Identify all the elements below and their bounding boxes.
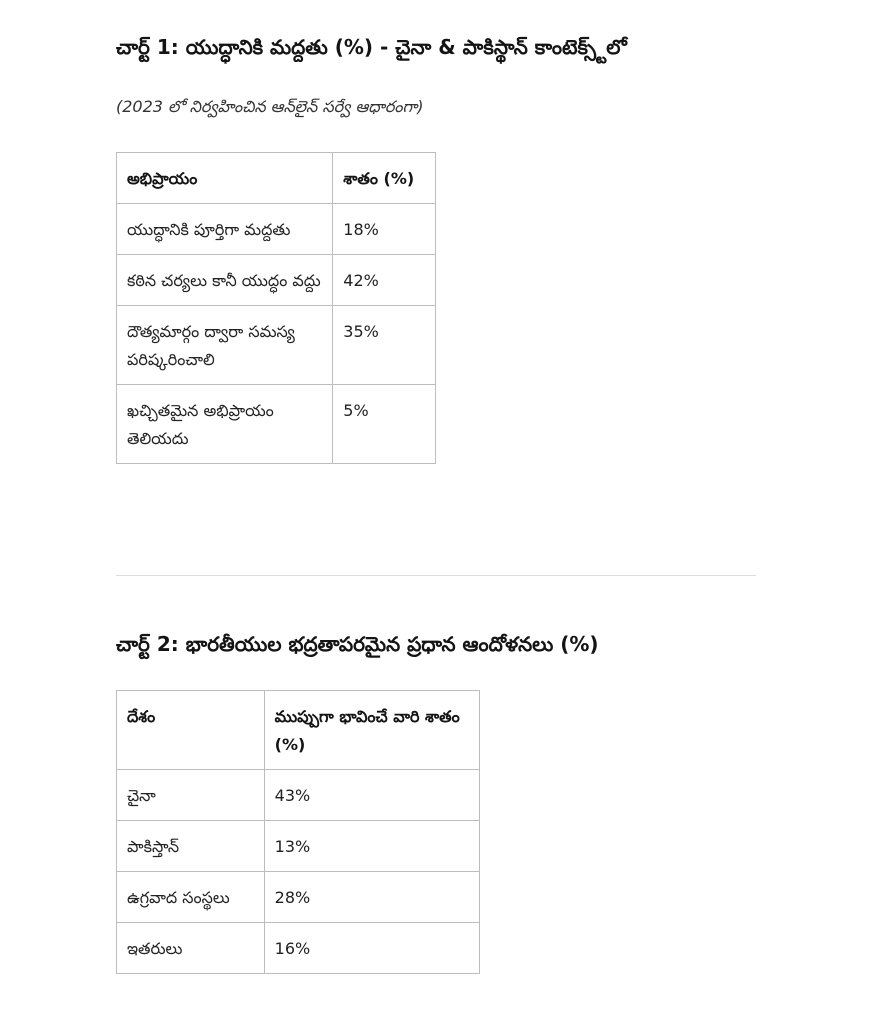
table-row <box>117 770 480 821</box>
chart1-title: చార్ట్ 1: యుద్ధానికి మద్దతు (%) - చైనా & పాకిస్థాన్ కాంటెక్స్ట్‌లో <box>116 35 627 59</box>
row-label: ఖచ్చితమైన అభిప్రాయం తెలియదు <box>117 385 333 464</box>
table-row <box>117 872 480 923</box>
row-label: పాకిస్తాన్ <box>117 821 265 872</box>
row-value: 28% <box>264 872 479 923</box>
chart1-subtitle: (2023 లో నిర్వహించిన ఆన్‌లైన్ సర్వే ఆధారంగా) <box>116 97 424 116</box>
table-row <box>117 255 436 306</box>
table-row <box>117 306 436 385</box>
chart2-table <box>116 690 480 974</box>
row-label: చైనా <box>117 770 265 821</box>
section-divider <box>116 575 756 576</box>
row-value: 16% <box>264 923 479 974</box>
row-value: 13% <box>264 821 479 872</box>
row-label: దౌత్యమార్గం ద్వారా సమస్య పరిష్కరించాలి <box>117 306 333 385</box>
row-label: కఠిన చర్యలు కానీ యుద్ధం వద్దు <box>117 255 333 306</box>
row-value: 42% <box>333 255 436 306</box>
row-label: యుద్ధానికి పూర్తిగా మద్దతు <box>117 204 333 255</box>
column-header-opinion: అభిప్రాయం <box>117 153 333 204</box>
row-value: 5% <box>333 385 436 464</box>
table-row <box>117 923 480 974</box>
table-row <box>117 385 436 464</box>
column-header-percent: శాతం (%) <box>333 153 436 204</box>
table-header-row <box>117 691 480 770</box>
table-row <box>117 821 480 872</box>
row-label: ఉగ్రవాద సంస్థలు <box>117 872 265 923</box>
column-header-country: దేశం <box>117 691 265 770</box>
chart2-title: చార్ట్ 2: భారతీయుల భద్రతాపరమైన ప్రధాన ఆందోళనలు (%) <box>116 632 599 656</box>
table-header-row <box>117 153 436 204</box>
row-value: 35% <box>333 306 436 385</box>
chart1-table <box>116 152 436 464</box>
row-value: 43% <box>264 770 479 821</box>
table-row <box>117 204 436 255</box>
row-value: 18% <box>333 204 436 255</box>
row-label: ఇతరులు <box>117 923 265 974</box>
column-header-threat-percent: ముప్పుగా భావించే వారి శాతం (%) <box>264 691 479 770</box>
